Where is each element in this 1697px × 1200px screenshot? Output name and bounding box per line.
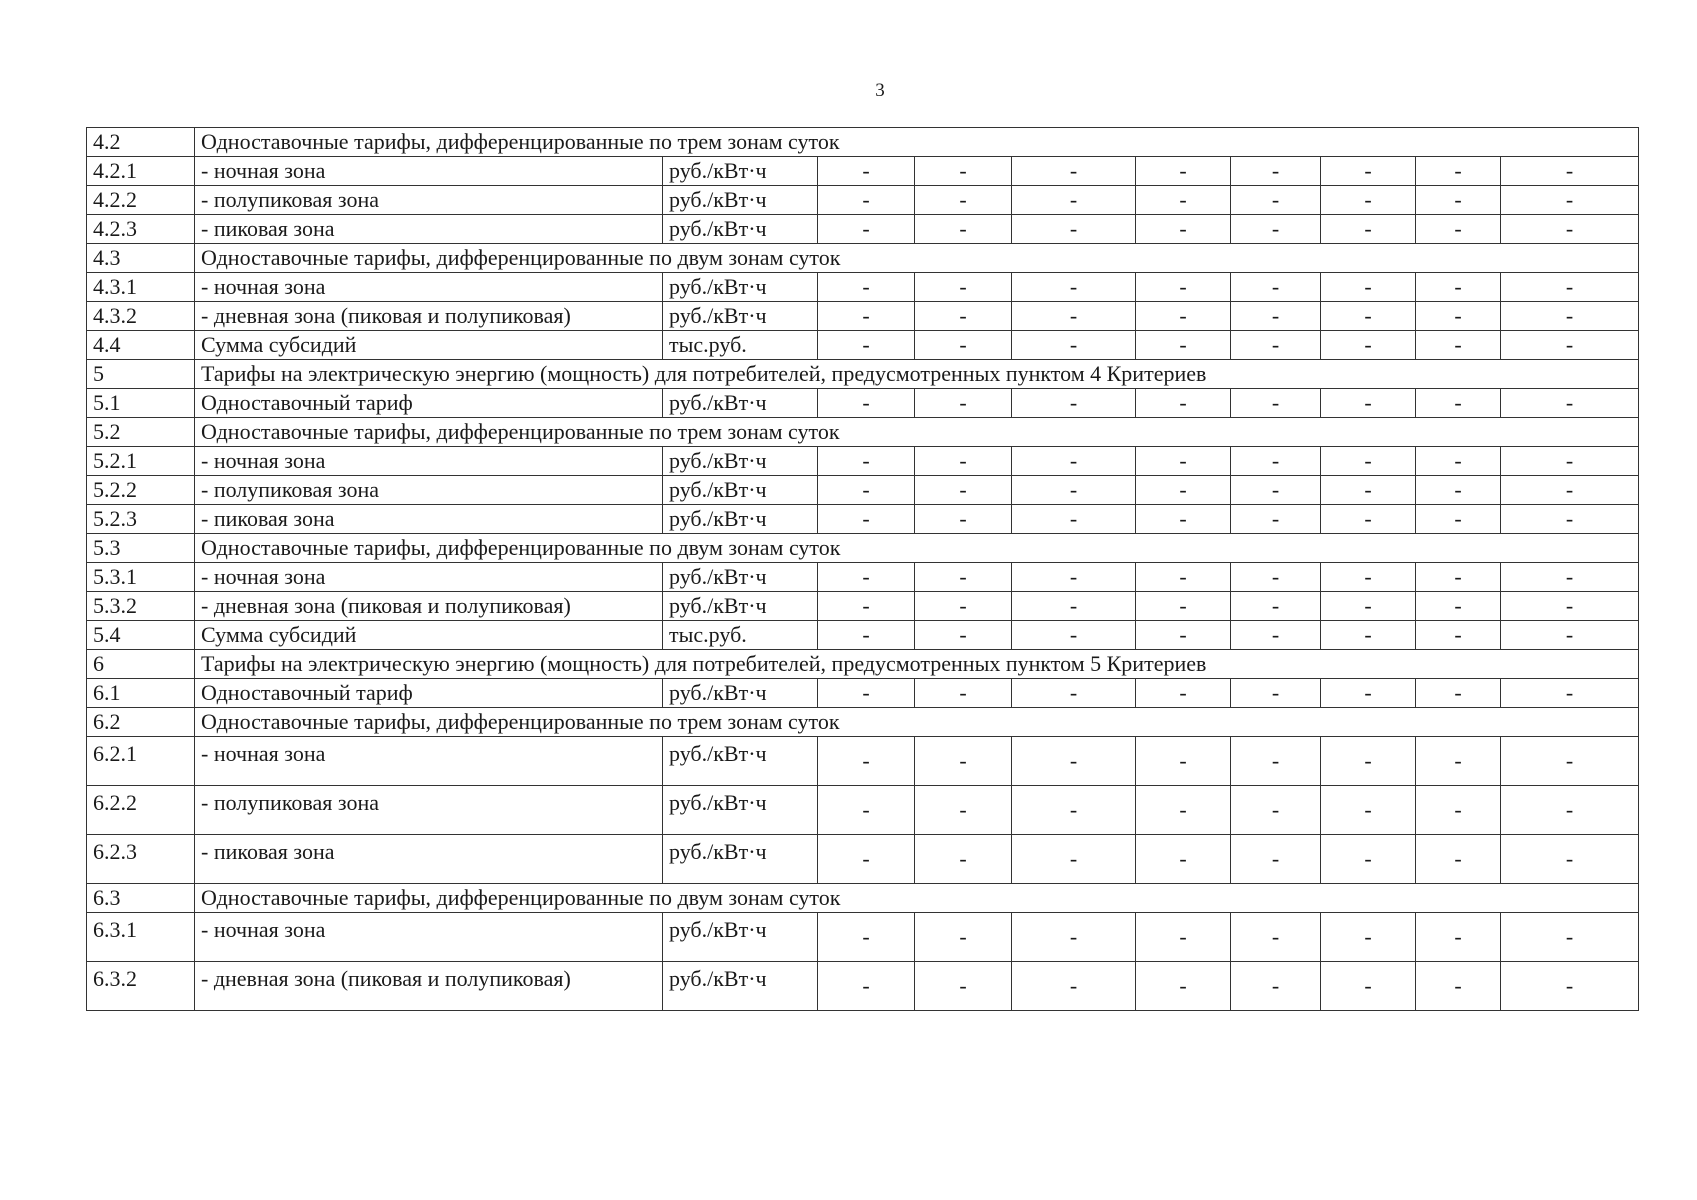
row-number: 5.3	[87, 534, 195, 563]
section-heading-row	[87, 244, 1639, 273]
value-cell: -	[1321, 913, 1416, 962]
value-cell: -	[1136, 447, 1231, 476]
row-unit: руб./кВт·ч	[663, 389, 818, 418]
value-cell: -	[1136, 215, 1231, 244]
value-cell: -	[1136, 835, 1231, 884]
value-cell: -	[1321, 737, 1416, 786]
value-cell: -	[1231, 563, 1321, 592]
section-heading-row	[87, 360, 1639, 389]
value-cell: -	[1416, 962, 1501, 1011]
table-row	[87, 913, 1639, 962]
value-cell: -	[915, 913, 1012, 962]
value-cell: -	[1231, 157, 1321, 186]
page-number: 3	[875, 80, 885, 101]
value-cell: -	[1416, 389, 1501, 418]
table-row	[87, 476, 1639, 505]
value-cell: -	[1136, 157, 1231, 186]
value-cell: -	[1416, 505, 1501, 534]
value-cell: -	[1231, 786, 1321, 835]
value-cell: -	[1321, 962, 1416, 1011]
table-row	[87, 302, 1639, 331]
row-unit: руб./кВт·ч	[663, 476, 818, 505]
row-label: - пиковая зона	[195, 505, 663, 534]
value-cell: -	[1231, 737, 1321, 786]
row-label: - полупиковая зона	[195, 186, 663, 215]
value-cell: -	[1501, 835, 1639, 884]
value-cell: -	[818, 157, 915, 186]
table-row	[87, 186, 1639, 215]
value-cell: -	[1501, 505, 1639, 534]
value-cell: -	[1501, 331, 1639, 360]
section-heading-row	[87, 534, 1639, 563]
value-cell: -	[1012, 786, 1136, 835]
row-number: 5.1	[87, 389, 195, 418]
value-cell: -	[1012, 389, 1136, 418]
row-unit: руб./кВт·ч	[663, 835, 818, 884]
row-label: - дневная зона (пиковая и полупиковая)	[195, 592, 663, 621]
value-cell: -	[915, 962, 1012, 1011]
value-cell: -	[1136, 962, 1231, 1011]
value-cell: -	[1416, 621, 1501, 650]
value-cell: -	[1501, 273, 1639, 302]
value-cell: -	[1231, 331, 1321, 360]
table-row	[87, 835, 1639, 884]
value-cell: -	[915, 389, 1012, 418]
value-cell: -	[915, 786, 1012, 835]
value-cell: -	[1231, 505, 1321, 534]
value-cell: -	[818, 835, 915, 884]
row-label: - пиковая зона	[195, 835, 663, 884]
value-cell: -	[1501, 447, 1639, 476]
value-cell: -	[1501, 592, 1639, 621]
value-cell: -	[915, 215, 1012, 244]
row-unit: тыс.руб.	[663, 331, 818, 360]
value-cell: -	[1231, 302, 1321, 331]
value-cell: -	[1012, 476, 1136, 505]
value-cell: -	[1321, 835, 1416, 884]
row-number: 6.1	[87, 679, 195, 708]
value-cell: -	[915, 679, 1012, 708]
table-row	[87, 786, 1639, 835]
value-cell: -	[1416, 157, 1501, 186]
row-label: - ночная зона	[195, 913, 663, 962]
value-cell: -	[1501, 186, 1639, 215]
value-cell: -	[1012, 621, 1136, 650]
value-cell: -	[915, 737, 1012, 786]
value-cell: -	[1231, 476, 1321, 505]
value-cell: -	[1231, 186, 1321, 215]
value-cell: -	[1321, 786, 1416, 835]
value-cell: -	[1231, 215, 1321, 244]
value-cell: -	[1501, 157, 1639, 186]
row-label: Одноставочный тариф	[195, 389, 663, 418]
value-cell: -	[818, 447, 915, 476]
table-row	[87, 679, 1639, 708]
row-label: - ночная зона	[195, 737, 663, 786]
value-cell: -	[1416, 476, 1501, 505]
table-row	[87, 592, 1639, 621]
value-cell: -	[915, 186, 1012, 215]
value-cell: -	[1321, 389, 1416, 418]
section-heading: Одноставочные тарифы, дифференцированные по трем зонам суток	[195, 128, 1639, 157]
value-cell: -	[1012, 737, 1136, 786]
row-label: - дневная зона (пиковая и полупиковая)	[195, 302, 663, 331]
value-cell: -	[1321, 331, 1416, 360]
value-cell: -	[1012, 215, 1136, 244]
value-cell: -	[1012, 962, 1136, 1011]
value-cell: -	[1012, 505, 1136, 534]
row-label: - ночная зона	[195, 157, 663, 186]
row-number: 4.2	[87, 128, 195, 157]
row-unit: руб./кВт·ч	[663, 913, 818, 962]
section-heading: Одноставочные тарифы, дифференцированные по двум зонам суток	[195, 534, 1639, 563]
value-cell: -	[1321, 447, 1416, 476]
row-label: - дневная зона (пиковая и полупиковая)	[195, 962, 663, 1011]
row-unit: руб./кВт·ч	[663, 157, 818, 186]
row-label: - полупиковая зона	[195, 786, 663, 835]
section-heading: Тарифы на электрическую энергию (мощность) для потребителей, предусмотренных пунктом 5 Критериев	[195, 650, 1639, 679]
row-label: - полупиковая зона	[195, 476, 663, 505]
row-unit: руб./кВт·ч	[663, 962, 818, 1011]
row-number: 5.2.3	[87, 505, 195, 534]
row-number: 6.3	[87, 884, 195, 913]
value-cell: -	[1231, 835, 1321, 884]
table-row	[87, 157, 1639, 186]
section-heading: Одноставочные тарифы, дифференцированные по двум зонам суток	[195, 884, 1639, 913]
row-number: 6	[87, 650, 195, 679]
section-heading-row	[87, 418, 1639, 447]
value-cell: -	[1012, 835, 1136, 884]
value-cell: -	[1416, 679, 1501, 708]
value-cell: -	[1416, 737, 1501, 786]
value-cell: -	[1136, 331, 1231, 360]
value-cell: -	[915, 447, 1012, 476]
value-cell: -	[1136, 563, 1231, 592]
value-cell: -	[1136, 505, 1231, 534]
value-cell: -	[1136, 389, 1231, 418]
row-number: 4.2.3	[87, 215, 195, 244]
table-row	[87, 962, 1639, 1011]
value-cell: -	[1136, 302, 1231, 331]
table-row	[87, 331, 1639, 360]
value-cell: -	[818, 563, 915, 592]
row-label: Сумма субсидий	[195, 621, 663, 650]
section-heading: Одноставочные тарифы, дифференцированные по двум зонам суток	[195, 244, 1639, 273]
value-cell: -	[1416, 215, 1501, 244]
row-number: 5.3.2	[87, 592, 195, 621]
row-number: 4.4	[87, 331, 195, 360]
value-cell: -	[818, 215, 915, 244]
row-number: 4.3	[87, 244, 195, 273]
value-cell: -	[818, 679, 915, 708]
value-cell: -	[818, 331, 915, 360]
value-cell: -	[1321, 679, 1416, 708]
value-cell: -	[1321, 215, 1416, 244]
value-cell: -	[1012, 679, 1136, 708]
value-cell: -	[1012, 913, 1136, 962]
value-cell: -	[1416, 331, 1501, 360]
row-number: 6.2.2	[87, 786, 195, 835]
section-heading-row	[87, 650, 1639, 679]
value-cell: -	[1012, 331, 1136, 360]
value-cell: -	[1416, 302, 1501, 331]
table-row	[87, 737, 1639, 786]
value-cell: -	[818, 786, 915, 835]
value-cell: -	[1012, 302, 1136, 331]
value-cell: -	[1321, 505, 1416, 534]
section-heading: Одноставочные тарифы, дифференцированные по трем зонам суток	[195, 418, 1639, 447]
value-cell: -	[1231, 962, 1321, 1011]
value-cell: -	[915, 273, 1012, 302]
value-cell: -	[1231, 913, 1321, 962]
value-cell: -	[1321, 273, 1416, 302]
value-cell: -	[1321, 563, 1416, 592]
value-cell: -	[1231, 621, 1321, 650]
value-cell: -	[1321, 157, 1416, 186]
value-cell: -	[1416, 835, 1501, 884]
row-unit: руб./кВт·ч	[663, 786, 818, 835]
row-number: 5.2	[87, 418, 195, 447]
row-number: 6.3.2	[87, 962, 195, 1011]
row-number: 4.3.1	[87, 273, 195, 302]
value-cell: -	[915, 621, 1012, 650]
value-cell: -	[1136, 786, 1231, 835]
value-cell: -	[1136, 913, 1231, 962]
row-number: 6.2.1	[87, 737, 195, 786]
value-cell: -	[1501, 786, 1639, 835]
value-cell: -	[1231, 679, 1321, 708]
row-number: 4.3.2	[87, 302, 195, 331]
value-cell: -	[1501, 302, 1639, 331]
row-label: - пиковая зона	[195, 215, 663, 244]
row-unit: руб./кВт·ч	[663, 186, 818, 215]
value-cell: -	[1321, 621, 1416, 650]
value-cell: -	[818, 913, 915, 962]
value-cell: -	[1416, 273, 1501, 302]
value-cell: -	[1416, 786, 1501, 835]
value-cell: -	[818, 962, 915, 1011]
value-cell: -	[915, 331, 1012, 360]
table-row	[87, 215, 1639, 244]
row-number: 6.2	[87, 708, 195, 737]
value-cell: -	[1012, 592, 1136, 621]
row-label: - ночная зона	[195, 563, 663, 592]
row-label: Сумма субсидий	[195, 331, 663, 360]
value-cell: -	[1501, 563, 1639, 592]
value-cell: -	[1321, 476, 1416, 505]
value-cell: -	[1321, 186, 1416, 215]
value-cell: -	[1321, 302, 1416, 331]
value-cell: -	[818, 505, 915, 534]
row-unit: руб./кВт·ч	[663, 679, 818, 708]
value-cell: -	[1416, 447, 1501, 476]
row-unit: руб./кВт·ч	[663, 563, 818, 592]
row-label: Одноставочный тариф	[195, 679, 663, 708]
row-unit: руб./кВт·ч	[663, 592, 818, 621]
row-number: 5.2.2	[87, 476, 195, 505]
row-unit: руб./кВт·ч	[663, 737, 818, 786]
value-cell: -	[1416, 913, 1501, 962]
value-cell: -	[818, 592, 915, 621]
value-cell: -	[1012, 563, 1136, 592]
value-cell: -	[1231, 389, 1321, 418]
value-cell: -	[1136, 273, 1231, 302]
value-cell: -	[915, 302, 1012, 331]
value-cell: -	[1136, 737, 1231, 786]
row-number: 5.3.1	[87, 563, 195, 592]
value-cell: -	[1136, 621, 1231, 650]
value-cell: -	[915, 157, 1012, 186]
value-cell: -	[915, 563, 1012, 592]
table-row	[87, 621, 1639, 650]
section-heading: Одноставочные тарифы, дифференцированные по трем зонам суток	[195, 708, 1639, 737]
table-row	[87, 505, 1639, 534]
value-cell: -	[915, 505, 1012, 534]
row-number: 4.2.2	[87, 186, 195, 215]
section-heading-row	[87, 708, 1639, 737]
value-cell: -	[1231, 592, 1321, 621]
row-unit: руб./кВт·ч	[663, 505, 818, 534]
value-cell: -	[818, 389, 915, 418]
section-heading: Тарифы на электрическую энергию (мощность) для потребителей, предусмотренных пунктом 4 Критериев	[195, 360, 1639, 389]
row-label: - ночная зона	[195, 273, 663, 302]
row-unit: руб./кВт·ч	[663, 447, 818, 476]
row-number: 5.2.1	[87, 447, 195, 476]
value-cell: -	[1012, 273, 1136, 302]
row-unit: руб./кВт·ч	[663, 302, 818, 331]
value-cell: -	[1416, 563, 1501, 592]
row-number: 4.2.1	[87, 157, 195, 186]
value-cell: -	[1012, 157, 1136, 186]
value-cell: -	[818, 476, 915, 505]
value-cell: -	[818, 737, 915, 786]
value-cell: -	[1012, 186, 1136, 215]
value-cell: -	[818, 621, 915, 650]
value-cell: -	[1501, 962, 1639, 1011]
value-cell: -	[1416, 592, 1501, 621]
value-cell: -	[1501, 737, 1639, 786]
value-cell: -	[1231, 273, 1321, 302]
value-cell: -	[1012, 447, 1136, 476]
table-row	[87, 389, 1639, 418]
value-cell: -	[1136, 679, 1231, 708]
value-cell: -	[1501, 476, 1639, 505]
value-cell: -	[915, 592, 1012, 621]
value-cell: -	[1136, 476, 1231, 505]
value-cell: -	[818, 302, 915, 331]
value-cell: -	[1136, 186, 1231, 215]
row-unit: тыс.руб.	[663, 621, 818, 650]
row-label: - ночная зона	[195, 447, 663, 476]
value-cell: -	[1501, 621, 1639, 650]
row-unit: руб./кВт·ч	[663, 273, 818, 302]
table-row	[87, 273, 1639, 302]
table-row	[87, 447, 1639, 476]
value-cell: -	[1501, 215, 1639, 244]
value-cell: -	[1231, 447, 1321, 476]
value-cell: -	[915, 476, 1012, 505]
row-number: 5	[87, 360, 195, 389]
value-cell: -	[1501, 679, 1639, 708]
section-heading-row	[87, 128, 1639, 157]
row-unit: руб./кВт·ч	[663, 215, 818, 244]
value-cell: -	[1136, 592, 1231, 621]
row-number: 6.2.3	[87, 835, 195, 884]
value-cell: -	[1501, 913, 1639, 962]
row-number: 6.3.1	[87, 913, 195, 962]
value-cell: -	[818, 186, 915, 215]
row-number: 5.4	[87, 621, 195, 650]
value-cell: -	[818, 273, 915, 302]
tariff-table	[86, 127, 1639, 1011]
section-heading-row	[87, 884, 1639, 913]
value-cell: -	[1501, 389, 1639, 418]
value-cell: -	[1321, 592, 1416, 621]
value-cell: -	[915, 835, 1012, 884]
table-row	[87, 563, 1639, 592]
value-cell: -	[1416, 186, 1501, 215]
